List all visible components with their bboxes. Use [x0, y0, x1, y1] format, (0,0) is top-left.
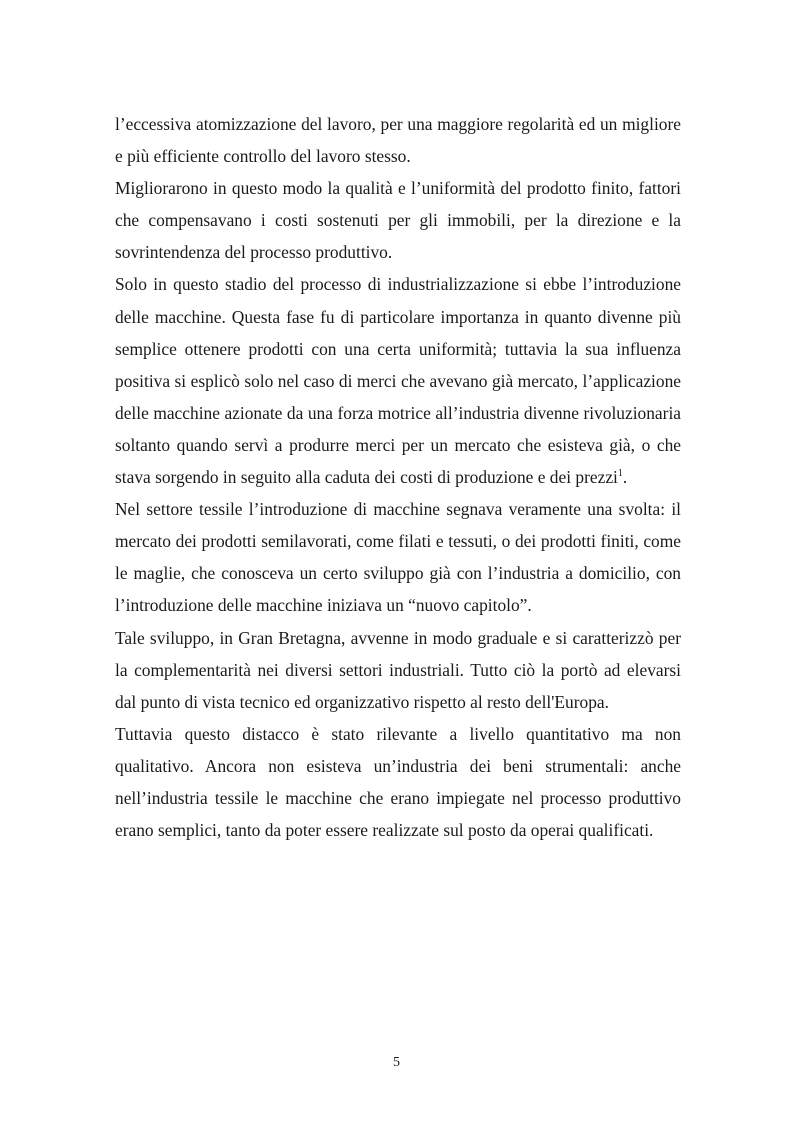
paragraph-text: Solo in questo stadio del processo di industrializzazione si ebbe l’introduzione delle macchine. Questa fase fu di particolare importanza in quanto divenne più semplice ottenere prodotti con una certa uniformità; tuttavia la sua influenza positiva si esplicò solo nel caso di merci che avevano già mercato, l’applicazione delle macchine azionate da una forza motrice all’industria divenne rivoluzionaria soltanto quando servì a produrre merci per un mercato che esisteva già, o che stava sorgendo in seguito alla caduta dei costi di produzione e dei prezzi — [115, 274, 681, 488]
paragraph — [115, 268, 681, 493]
paragraph: Migliorarono in questo modo la qualità e l’uniformità del prodotto finito, fattori che compensavano i costi sostenuti per gli immobili, per la direzione e la sovrintendenza del processo produttivo. — [115, 178, 681, 263]
paragraph: Tale sviluppo, in Gran Bretagna, avvenne in modo graduale e si caratterizzò per la complementarità nei diversi settori industriali. Tutto ciò la portò ad elevarsi dal punto di vista tecnico ed organizzativo rispetto al resto dell'Europa. — [115, 627, 681, 712]
paragraph: Tuttavia questo distacco è stato rilevante a livello quantitativo ma non qualitativo. Ancora non esisteva un’industria dei beni strumentali: anche nell’industria tessile le macchine che erano impiegate nel processo produttivo erano semplici, tanto da poter essere realizzate sul posto da operai qualificati. — [115, 723, 681, 841]
page-number: 5 — [393, 1055, 400, 1070]
paragraph: Nel settore tessile l’introduzione di macchine segnava veramente una svolta: il mercato dei prodotti semilavorati, come filati e tessuti, o dei prodotti finiti, come le maglie, che conosceva un certo sviluppo già con l’industria a domicilio, con l’introduzione delle macchine iniziava un “nuovo capitolo”. — [115, 499, 681, 616]
body-text — [115, 108, 681, 846]
paragraph-end-punctuation: . — [622, 467, 628, 488]
paragraph: l’eccessiva atomizzazione del lavoro, per una maggiore regolarità ed un migliore e più efficiente controllo del lavoro stesso. — [115, 114, 681, 167]
footnote-reference: 1 — [617, 468, 623, 480]
